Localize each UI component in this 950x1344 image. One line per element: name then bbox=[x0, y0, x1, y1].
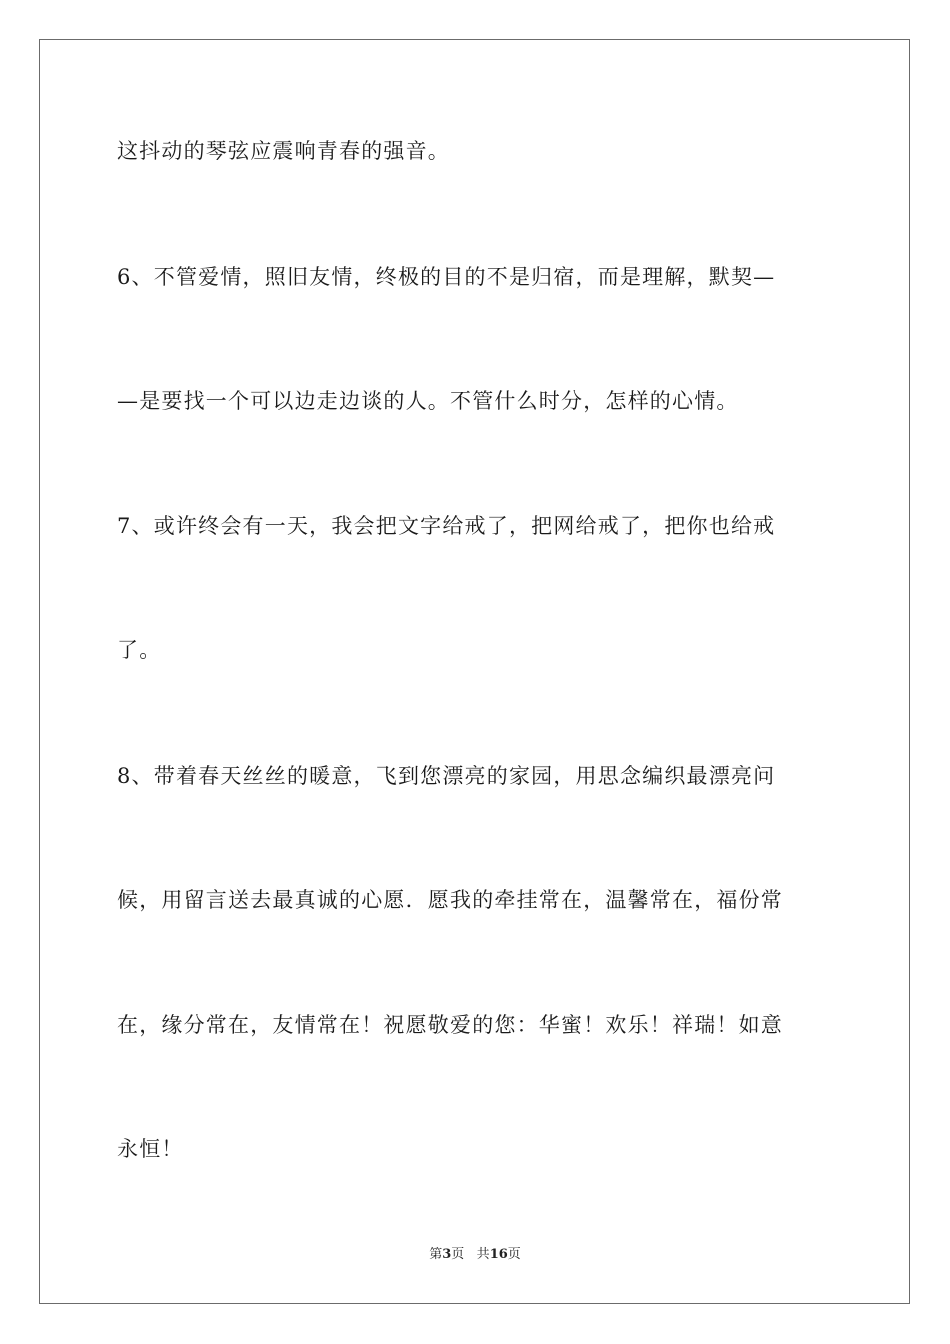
footer-page-suffix: 页 bbox=[451, 1247, 465, 1262]
body-line-2: 6、不管爱情，照旧友情，终极的目的不是归宿，而是理解，默契— bbox=[117, 265, 776, 289]
total-pages-number: 16 bbox=[489, 1247, 508, 1262]
body-line-4: 7、或许终会有一天，我会把文字给戒了，把网给戒了，把你也给戒 bbox=[117, 514, 776, 538]
footer-total-suffix: 页 bbox=[507, 1247, 521, 1262]
body-line-6: 8、带着春天丝丝的暖意，飞到您漂亮的家园，用思念编织最漂亮问 bbox=[117, 764, 776, 788]
footer-total-prefix: 共 bbox=[476, 1247, 490, 1262]
body-line-1: 这抖动的琴弦应震响青春的强音。 bbox=[117, 139, 450, 163]
current-page-number: 3 bbox=[442, 1247, 452, 1262]
body-line-5: 了。 bbox=[117, 638, 162, 662]
body-line-8: 在，缘分常在，友情常在！祝愿敬爱的您：华蜜！欢乐！祥瑞！如意 bbox=[117, 1013, 783, 1037]
body-line-7: 候，用留言送去最真诚的心愿．愿我的牵挂常在，温馨常在，福份常 bbox=[117, 888, 783, 912]
footer-prefix: 第 bbox=[429, 1247, 443, 1262]
body-line-3: —是要找一个可以边走边谈的人。不管什么时分，怎样的心情。 bbox=[117, 389, 739, 413]
body-line-9: 永恒！ bbox=[117, 1137, 184, 1161]
page-border bbox=[39, 39, 910, 1304]
page-footer bbox=[0, 1246, 950, 1264]
